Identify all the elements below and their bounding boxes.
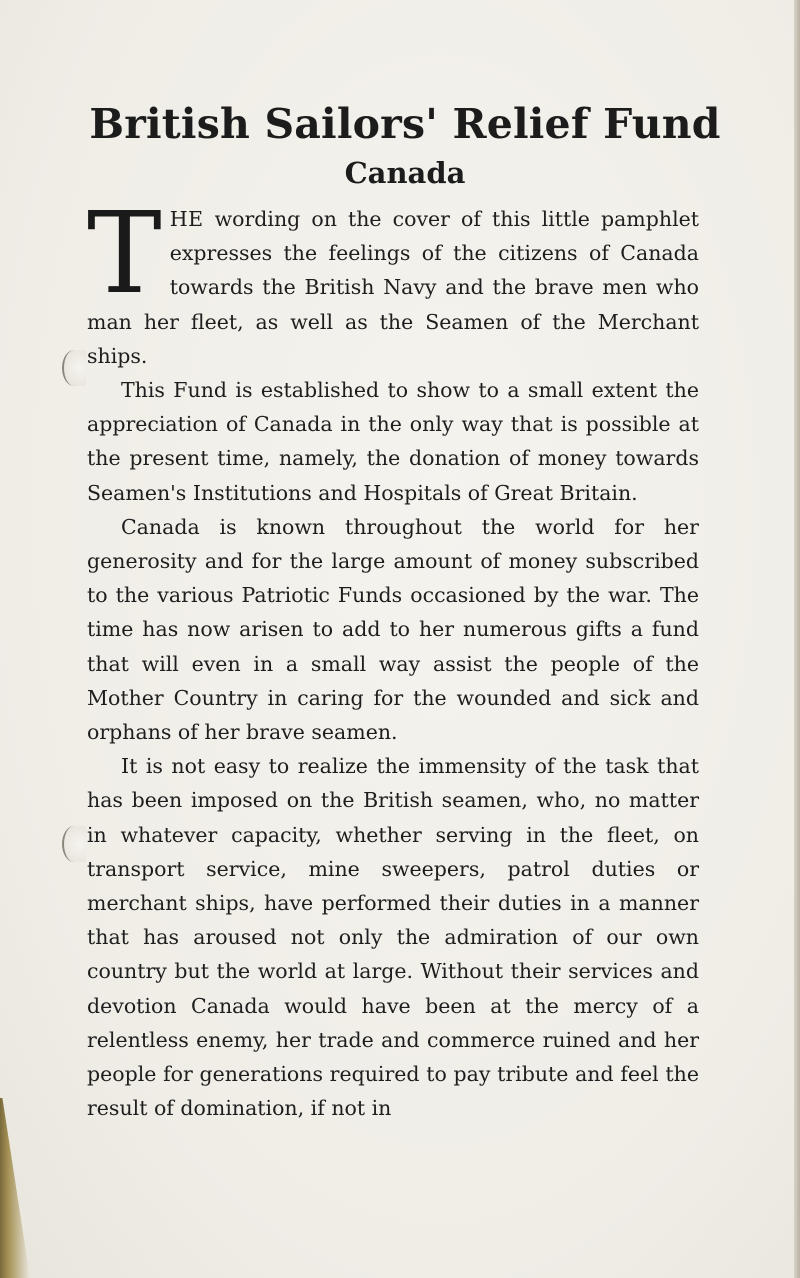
punch-hole-bottom	[62, 826, 86, 862]
page-title: British Sailors' Relief Fund	[89, 100, 721, 148]
page-edge-shadow	[794, 0, 800, 1278]
first-word-rest: HE	[169, 207, 204, 231]
body-text	[87, 189, 699, 1125]
page-subtitle: Canada	[344, 156, 466, 190]
paragraph-4: It is not easy to realize the immensity of the task that has been imposed on the British seamen, who, no matter in whatever capacity, whether serving in the fleet, on transport service, mine sweepers, patrol duties or merchant ships, have performed their duties in a manner that has aroused not only the admiration of our own country but the world at large. Without their services and devotion Canada would have been at the mercy of a relentless enemy, her trade and commerce ruined and her people for generations required to pay tribute and feel the result of domination, if not in	[87, 754, 699, 1121]
drop-cap: T	[87, 189, 162, 319]
paragraph-3: Canada is known throughout the world for her generosity and for the large amount of money subscribed to the various Patriotic Funds occasioned by the war. The time has now arisen to add to her numerous gifts a fund that will even in a small way assist the people of the Mother Country in caring for the wounded and sick and orphans of her brave seamen.	[87, 514, 699, 745]
paragraph-1-text: wording on the cover of this little pamphlet expresses the feelings of the citizens of Canada towards the British Navy and the brave men who man her fleet, as well as the Seamen of the Merchant ships.	[87, 207, 699, 368]
punch-hole-top	[62, 350, 86, 386]
paragraph-1	[87, 189, 699, 373]
page-corner-binding	[0, 1098, 30, 1278]
paragraph-2: This Fund is established to show to a small extent the appreciation of Canada in the only way that is possible at the present time, namely, the donation of money towards Seamen's Institutions and Hospitals of Great Britain.	[87, 378, 699, 505]
